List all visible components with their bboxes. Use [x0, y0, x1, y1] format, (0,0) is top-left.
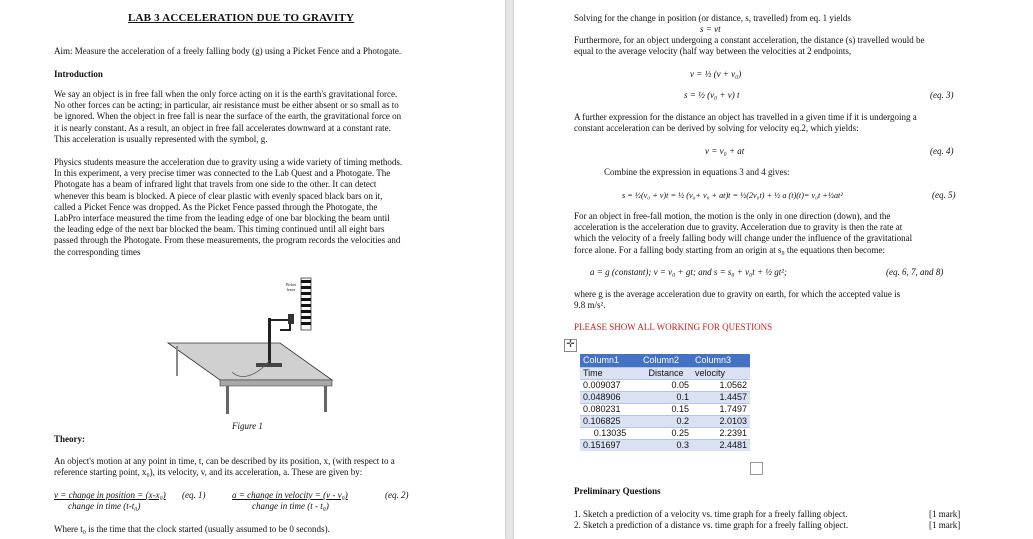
- question-text: 1. Sketch a prediction of a velocity vs. time graph for a freely falling object.: [574, 509, 848, 519]
- column-header[interactable]: Column2: [640, 354, 692, 368]
- eq5-number: (eq. 5): [932, 190, 956, 200]
- theory-line: An object's motion at any point in time, t, can be described by its position, x, (with respect to a: [54, 456, 395, 466]
- table-cell[interactable]: 0.25: [640, 428, 692, 440]
- theory-heading: Theory:: [54, 434, 85, 444]
- column-header[interactable]: Column3: [692, 354, 750, 368]
- table-cell[interactable]: 2.0103: [692, 416, 750, 428]
- further2-paragraph: [574, 112, 917, 134]
- table-row: [580, 404, 750, 416]
- further-paragraph: [574, 35, 924, 57]
- s-combined-equation: s = ½(v₀ + v)t = ½ (v₀+ v₀ + at)t = ½(2v₀t) + ½ a (t)(t)= v₀t +½at²: [622, 191, 843, 200]
- eq2-number: (eq. 2): [385, 490, 409, 500]
- intro-line: be ignored. When the object in free fall is near the surface of the earth, the gravitational force on: [54, 111, 402, 122]
- prelim-heading: Preliminary Questions: [574, 486, 661, 496]
- intro-paragraph: [54, 89, 401, 145]
- table-cell[interactable]: 0.151697: [580, 440, 640, 452]
- table-header-row: [580, 354, 750, 368]
- table-row: [580, 416, 750, 428]
- table-cell[interactable]: 0.1: [640, 392, 692, 404]
- physics-line: called a Picket Fence was dropped. As the Picket Fence passed through the Photogate, the: [54, 201, 378, 212]
- table-cell[interactable]: velocity: [692, 368, 750, 380]
- table-cell[interactable]: 0.15: [640, 404, 692, 416]
- freefall-line: For an object in free-fall motion, the motion is the only in one direction (down), and the: [574, 211, 891, 221]
- table-cell[interactable]: 2.2391: [692, 428, 750, 440]
- intro-line: No other forces can be acting; in particular, air resistance must be either absent or so small as to: [54, 100, 399, 111]
- v-at-equation: v = v₀ + at: [705, 146, 745, 156]
- table-cell[interactable]: 0.3: [640, 440, 692, 452]
- further2-line: constant acceleration can be derived by solving for velocity eq.2, which yields:: [574, 123, 859, 134]
- table-cell[interactable]: 0.048906: [580, 392, 640, 404]
- freefall-line: force alone. For a falling body starting from an origin at s₀ the equations then become:: [574, 244, 886, 255]
- further2-line: A further expression for the distance an object has travelled in a given time if it is undergoing a: [574, 112, 917, 122]
- physics-line: the leading edge of the next bar blocked the beam. This timing continued until all eight bars: [54, 224, 385, 235]
- aim-text: Aim: Measure the acceleration of a freely falling body (g) using a Picket Fence and a Photogate.: [54, 46, 402, 56]
- physics-line: the corresponding times: [54, 246, 141, 257]
- where-g-paragraph: [574, 289, 900, 311]
- where-g-line: where g is the average acceleration due to gravity on earth, for which the accepted value is: [574, 289, 901, 299]
- intro-line: it is nearly constant. As a result, an object in free fall accelerates downward at a constant rate.: [54, 122, 391, 133]
- bench-leg: [176, 346, 178, 376]
- freefall-line: acceleration is the acceleration due to gravity. Acceleration due to gravity is then the rate at: [574, 222, 903, 233]
- physics-line: In this experiment, a very precise timer was connected to the Lab Quest and a Photogate. The: [54, 168, 391, 179]
- table-cell[interactable]: 1.7497: [692, 404, 750, 416]
- intro-line: This acceleration is usually represented with the symbol, g.: [54, 133, 268, 144]
- final-equations: a = g (constant); v = v₀ + gt; and s = s₀ + v₀t + ½ gt²;: [590, 267, 787, 277]
- table-cell[interactable]: 2.4481: [692, 440, 750, 452]
- combine-text: Combine the expression in equations 3 and 4 gives:: [604, 167, 790, 177]
- table-move-handle-icon[interactable]: ✛: [564, 339, 577, 352]
- bench-leg: [324, 386, 327, 412]
- theory-paragraph: [54, 456, 395, 478]
- intro-line: We say an object is in free fall when the only force acting on it is the earth's gravitational force.: [54, 89, 398, 99]
- eq2-denominator: change in time (t - t₀): [252, 501, 329, 511]
- physics-line: Physics students measure the acceleration due to gravity using a wide variety of timing methods.: [54, 157, 403, 167]
- further-line: Furthermore, for an object undergoing a constant acceleration, the distance (s) travelled would be: [574, 35, 925, 45]
- table-row: [580, 428, 750, 440]
- s-avg-equation: s = ½ (v₀ + v) t: [684, 90, 740, 100]
- eq678-number: (eq. 6, 7, and 8): [886, 267, 944, 277]
- bench-top: [168, 343, 332, 380]
- physics-paragraph: [54, 157, 402, 258]
- stand-base: [256, 363, 282, 367]
- physics-line: whenever this beam is blocked. A piece of clear plastic with evenly spaced black bars on it,: [54, 190, 383, 201]
- photogate: [288, 314, 294, 324]
- table-cell[interactable]: 1.4457: [692, 392, 750, 404]
- question-mark: [1 mark]: [929, 520, 961, 530]
- bench-edge: [220, 380, 332, 386]
- table-cell[interactable]: Distance: [640, 368, 692, 380]
- table-row: [580, 440, 750, 452]
- table-cell[interactable]: 0.05: [640, 380, 692, 392]
- column-header[interactable]: Column1: [580, 354, 640, 368]
- solving-text: Solving for the change in position (or distance, s, travelled) from eq. 1 yields: [574, 13, 851, 23]
- freefall-paragraph: [574, 211, 912, 256]
- data-table[interactable]: [580, 354, 750, 451]
- picket-fence-figure: [160, 268, 340, 418]
- table-cell[interactable]: 0.009037: [580, 380, 640, 392]
- question-text: 2. Sketch a prediction of a distance vs. time graph for a freely falling object.: [574, 520, 849, 530]
- table-row: [580, 392, 750, 404]
- physics-line: Photogate has a beam of infrared light that travels from one side to the other. It can detect: [54, 179, 377, 190]
- v-avg-equation: v = ½ (v + v₀): [690, 69, 742, 79]
- s-vt-equation: s = vt: [700, 24, 721, 34]
- freefall-line: which the velocity of a freely falling body will change under the influence of the gravitational: [574, 233, 913, 244]
- photogate-arm: [270, 320, 290, 330]
- where-t0-text: Where t₀ is the time that the clock started (usually assumed to be 0 seconds).: [54, 524, 330, 534]
- eq1-numerator: v = change in position = (x-x₀): [54, 490, 166, 500]
- bench-leg: [226, 386, 229, 414]
- physics-line: LabPro interface measured the time from the leading edge of one bar blocking the beam until: [54, 213, 390, 224]
- table-resize-handle[interactable]: [750, 462, 763, 475]
- eq1-number: (eq. 1): [182, 490, 206, 500]
- lab-title: LAB 3 ACCELERATION DUE TO GRAVITY: [128, 12, 355, 24]
- where-g-line: 9.8 m/s².: [574, 300, 606, 311]
- table-cell[interactable]: 0.106825: [580, 416, 640, 428]
- table-cell[interactable]: 0.080231: [580, 404, 640, 416]
- figure-label: Picket fence: [286, 282, 296, 292]
- eq1-denominator: change in time (t-t₀): [68, 501, 141, 511]
- eq2-numerator: a = change in velocity = (v - v₀): [232, 490, 348, 500]
- stand-rod: [268, 318, 271, 366]
- show-working-heading: PLEASE SHOW ALL WORKING FOR QUESTIONS: [574, 322, 773, 332]
- table-cell[interactable]: 1.0562: [692, 380, 750, 392]
- table-cell[interactable]: Time: [580, 368, 640, 380]
- table-cell[interactable]: 0.2: [640, 416, 692, 428]
- intro-heading: Introduction: [54, 69, 103, 79]
- eq4-number: (eq. 4): [930, 146, 954, 156]
- question-mark: [1 mark]: [929, 509, 961, 519]
- figure-caption: Figure 1: [232, 421, 263, 431]
- table-row: [580, 380, 750, 392]
- further-line: equal to the average velocity (half way between the velocities at 2 endpoints,: [574, 46, 852, 57]
- table-cell[interactable]: 0.13035: [580, 428, 640, 440]
- eq3-number: (eq. 3): [930, 90, 954, 100]
- theory-line: reference starting point, x₀), its velocity, v, and its acceleration, a. These are given by:: [54, 467, 363, 478]
- physics-line: passed through the Photogate. From these measurements, the program records the velocities and: [54, 235, 401, 246]
- table-row: [580, 368, 750, 380]
